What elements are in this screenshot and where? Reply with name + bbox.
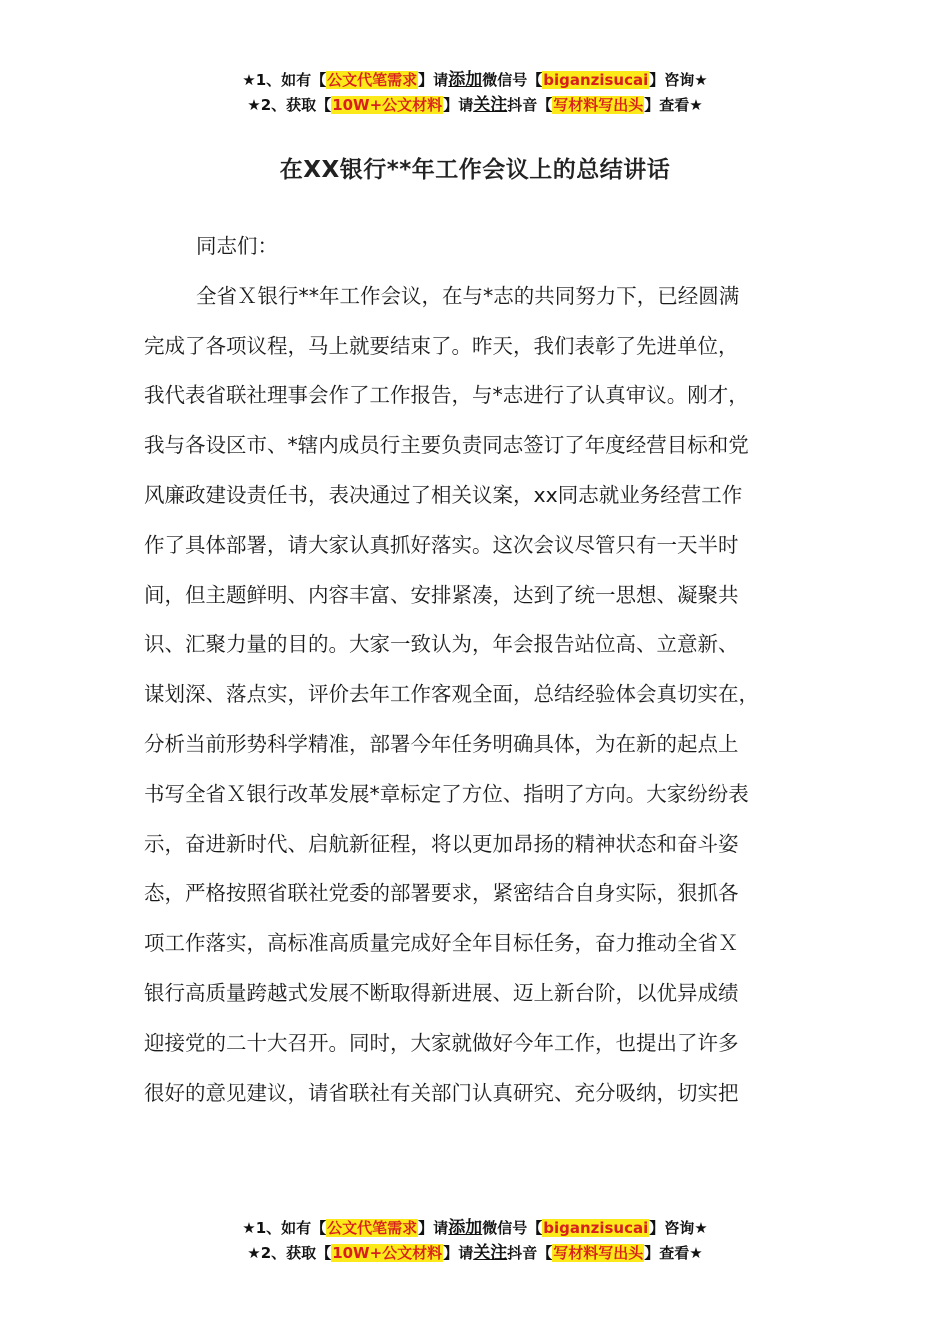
banner-line-2-mid-2: 抖音【 (507, 96, 553, 114)
footer-line-2-mid-1: 】请 (443, 1244, 474, 1262)
banner-line-2-mid-1: 】请 (443, 96, 474, 114)
banner-line-2-highlight-2: 写材料写出头 (553, 96, 644, 114)
footer-line-2-mid-2: 抖音【 (507, 1244, 553, 1262)
footer-line-1-highlight-1: 公文代笔需求 (327, 1219, 418, 1237)
footer-line-2-highlight-1: 10W+公文材料 (332, 1244, 443, 1262)
footer-line-1-emphasis: 添加 (448, 1218, 483, 1238)
body-line: 识、汇聚力量的目的。大家一致认为，年会报告站位高、立意新、 (144, 632, 739, 657)
footer-line-2-suffix: 】查看★ (644, 1244, 703, 1262)
body-line: 我代表省联社理事会作了工作报告，与*志进行了认真审议。刚才， (144, 383, 749, 408)
banner-line-1-emphasis: 添加 (448, 70, 483, 90)
banner-line-2-emphasis: 关注 (473, 95, 508, 115)
body-line: 谋划深、落点实，评价去年工作客观全面，总结经验体会真切实在， (144, 682, 759, 707)
footer-line-1-mid-1: 】请 (418, 1219, 449, 1237)
body-line: 我与各设区市、*辖内成员行主要负责同志签订了年度经营目标和党 (144, 433, 749, 458)
body-line: 完成了各项议程，马上就要结束了。昨天，我们表彰了先进单位， (144, 333, 739, 358)
body-line: 态，严格按照省联社党委的部署要求，紧密结合自身实际，狠抓各 (144, 881, 739, 906)
footer-line-2-emphasis: 关注 (473, 1243, 508, 1263)
body-line: 分析当前形势科学精准，部署今年任务明确具体，为在新的起点上 (144, 731, 739, 756)
document-body (144, 222, 808, 1118)
banner-line-1-mid-1: 】请 (418, 71, 449, 89)
banner-line-2-suffix: 】查看★ (644, 96, 703, 114)
footer-banner-line-1 (0, 1216, 950, 1241)
body-line: 风廉政建设责任书，表决通过了相关议案，xx同志就业务经营工作 (144, 482, 743, 507)
body-line: 示，奋进新时代、启航新征程，将以更加昂扬的精神状态和奋斗姿 (144, 831, 739, 856)
body-line: 项工作落实，高标准高质量完成好全年目标任务，奋力推动全省Ｘ (144, 931, 739, 956)
footer-line-1-mid-2: 微信号【 (482, 1219, 543, 1237)
footer-banner-line-2 (0, 1241, 950, 1266)
banner-line-2 (0, 93, 950, 118)
body-line: 迎接党的二十大召开。同时，大家就做好今年工作，也提出了许多 (144, 1030, 739, 1055)
body-line: 间，但主题鲜明、内容丰富、安排紧凑，达到了统一思想、凝聚共 (144, 582, 739, 607)
body-line: 作了具体部署，请大家认真抓好落实。这次会议尽管只有一天半时 (144, 532, 739, 557)
banner-line-1-highlight-1: 公文代笔需求 (327, 71, 418, 89)
banner-line-1-suffix: 】咨询★ (649, 71, 708, 89)
footer-line-1-suffix: 】咨询★ (649, 1219, 708, 1237)
salutation: 同志们： (196, 234, 278, 258)
banner-line-2-highlight-1: 10W+公文材料 (332, 96, 443, 114)
banner-line-1-mid-2: 微信号【 (482, 71, 543, 89)
document-title: 在XX银行**年工作会议上的总结讲话 (279, 157, 671, 183)
footer-line-2-highlight-2: 写材料写出头 (553, 1244, 644, 1262)
body-line: 书写全省Ｘ银行改革发展*章标定了方位、指明了方向。大家纷纷表 (144, 781, 749, 806)
body-line: 全省Ｘ银行**年工作会议，在与*志的共同努力下，已经圆满 (196, 283, 740, 308)
footer-banner (0, 1216, 950, 1266)
header-banner (0, 68, 950, 118)
banner-line-1-prefix: ★1、如有【 (242, 71, 327, 89)
body-line: 很好的意见建议，请省联社有关部门认真研究、充分吸纳，切实把 (144, 1080, 739, 1105)
body-paragraph (144, 272, 808, 1119)
footer-line-1-highlight-2: biganzisucai (543, 1219, 649, 1237)
footer-line-1-prefix: ★1、如有【 (242, 1219, 327, 1237)
banner-line-2-prefix: ★2、获取【 (247, 96, 332, 114)
footer-line-2-prefix: ★2、获取【 (247, 1244, 332, 1262)
banner-line-1-highlight-2: biganzisucai (543, 71, 649, 89)
body-line: 银行高质量跨越式发展不断取得新进展、迈上新台阶，以优异成绩 (144, 980, 739, 1005)
banner-line-1 (0, 68, 950, 93)
